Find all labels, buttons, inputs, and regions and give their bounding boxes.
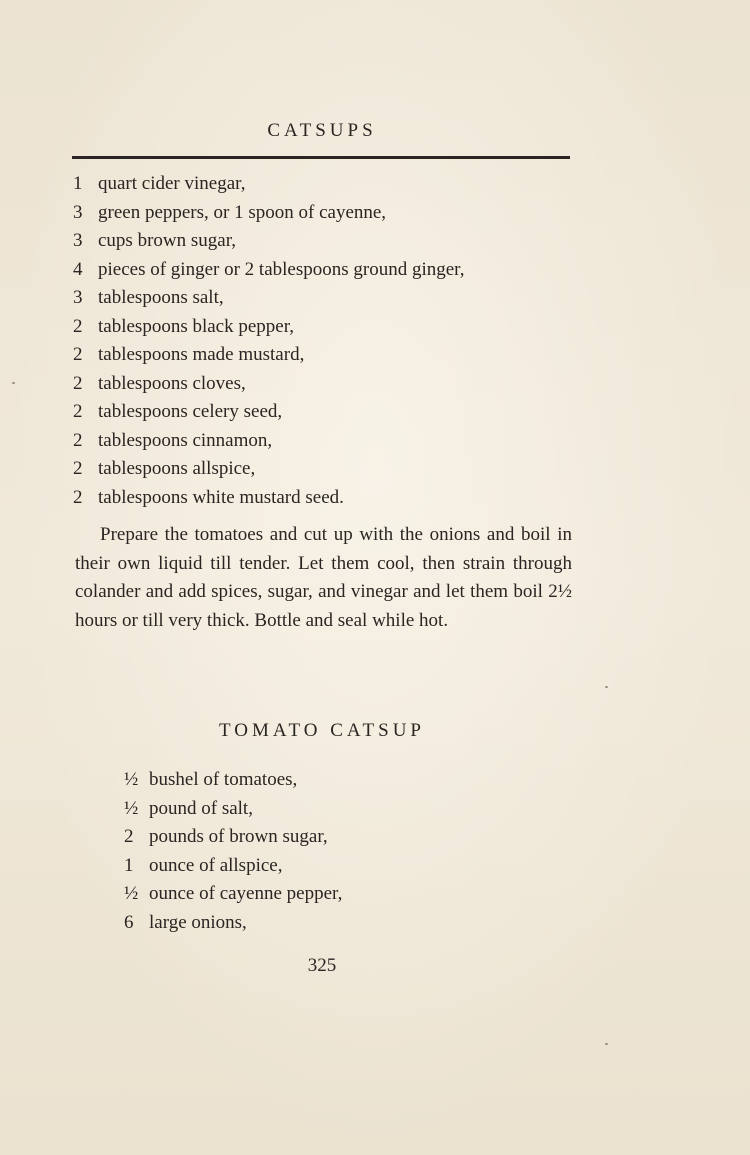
ingredient-text: pound of salt, bbox=[149, 797, 253, 819]
ingredient-text: green peppers, or 1 spoon of cayenne, bbox=[98, 201, 387, 223]
ingredient-text: ounce of allspice, bbox=[149, 854, 283, 876]
page-number: 325 bbox=[307, 955, 337, 976]
ingredient-text: tablespoons allspice, bbox=[98, 458, 256, 479]
ingredient-quantity: 2 bbox=[73, 372, 83, 394]
ingredient-quantity: 2 bbox=[124, 826, 134, 848]
paper-speck bbox=[605, 686, 608, 688]
ingredient-text: tablespoons cinnamon, bbox=[98, 429, 273, 451]
list-item bbox=[73, 227, 464, 256]
list-item bbox=[73, 427, 464, 456]
list-item bbox=[73, 284, 464, 313]
ingredient-quantity: 2 bbox=[73, 458, 83, 479]
list-item bbox=[124, 880, 342, 909]
ingredient-text: tablespoons celery seed, bbox=[98, 401, 283, 422]
ingredient-quantity: ½ bbox=[124, 883, 139, 905]
running-head: CATSUPS bbox=[267, 120, 377, 141]
list-item bbox=[124, 766, 342, 795]
paper-speck bbox=[605, 1043, 608, 1045]
ingredient-text: tablespoons made mustard, bbox=[98, 344, 305, 365]
ingredient-text: cups brown sugar, bbox=[98, 230, 237, 251]
ingredient-text: bushel of tomatoes, bbox=[149, 769, 298, 790]
ingredient-text: tablespoons black pepper, bbox=[98, 315, 295, 337]
list-item bbox=[124, 795, 342, 824]
ingredient-quantity: 3 bbox=[73, 230, 83, 251]
ingredient-quantity: 1 bbox=[124, 854, 134, 876]
ingredient-quantity: 2 bbox=[73, 401, 83, 422]
header-rule bbox=[72, 156, 570, 159]
list-item bbox=[124, 823, 342, 852]
ingredient-quantity: 2 bbox=[73, 315, 83, 337]
ingredient-text: pieces of ginger or 2 tablespoons ground ginger, bbox=[98, 258, 465, 280]
ingredient-quantity: 3 bbox=[73, 201, 83, 223]
ingredient-text: tablespoons white mustard seed. bbox=[98, 486, 344, 508]
list-item bbox=[124, 852, 342, 881]
list-item bbox=[73, 313, 464, 342]
list-item bbox=[73, 455, 464, 484]
ingredient-quantity: 2 bbox=[73, 429, 83, 451]
tomato-catsup-ingredient-list bbox=[124, 766, 342, 938]
ingredient-text: tablespoons salt, bbox=[98, 287, 224, 308]
paper-speck bbox=[12, 382, 15, 384]
ingredient-text: pounds of brown sugar, bbox=[149, 826, 328, 848]
recipe-title: TOMATO CATSUP bbox=[219, 720, 425, 741]
list-item bbox=[73, 170, 464, 199]
list-item bbox=[73, 341, 464, 370]
ingredient-quantity: 6 bbox=[124, 911, 134, 933]
ingredient-text: ounce of cayenne pepper, bbox=[149, 883, 343, 905]
ingredient-text: quart cider vinegar, bbox=[98, 173, 246, 194]
ingredient-quantity: ½ bbox=[124, 797, 139, 819]
ingredient-quantity: 3 bbox=[73, 287, 83, 308]
list-item bbox=[73, 484, 464, 513]
list-item bbox=[73, 370, 464, 399]
list-item bbox=[73, 199, 464, 228]
instructions-paragraph: Prepare the tomatoes and cut up with the onions and boil in their own liquid till tender. Let them cool, then strain through colander and add spices, sugar, and vinegar and let them boil 2½ hours or till very thick. Bottle and seal while hot. bbox=[75, 524, 572, 631]
list-item bbox=[73, 398, 464, 427]
ingredient-quantity: 2 bbox=[73, 344, 83, 365]
ingredient-text: tablespoons cloves, bbox=[98, 372, 246, 394]
ingredient-quantity: ½ bbox=[124, 769, 139, 790]
ingredient-quantity: 1 bbox=[73, 173, 83, 194]
ingredient-quantity: 2 bbox=[73, 486, 83, 508]
ingredient-list bbox=[73, 170, 464, 512]
list-item bbox=[124, 909, 342, 938]
ingredient-quantity: 4 bbox=[73, 258, 83, 280]
list-item bbox=[73, 256, 464, 285]
ingredient-text: large onions, bbox=[149, 911, 247, 933]
